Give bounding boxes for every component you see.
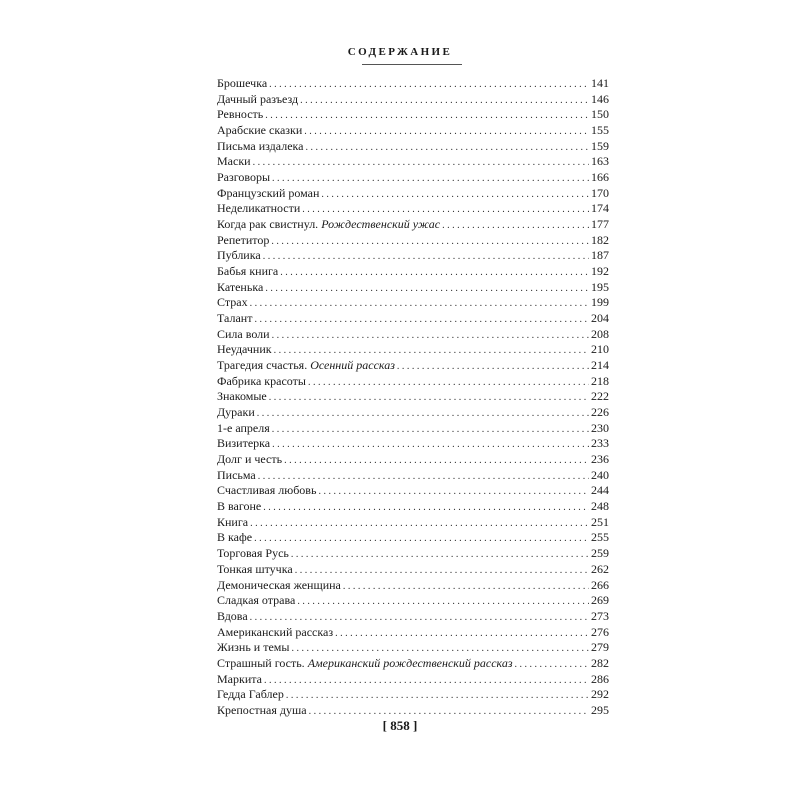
toc-entry <box>217 389 609 405</box>
toc-entry <box>217 154 609 170</box>
dot-leader <box>272 327 589 344</box>
toc-entry-title <box>217 562 293 578</box>
toc-entry-page: 204 <box>591 311 609 326</box>
toc-entry-title-text: Страшный гость. <box>217 655 305 670</box>
dot-leader <box>265 107 589 124</box>
toc-entry <box>217 107 609 123</box>
toc-entry-title-text: Письма <box>217 467 256 482</box>
toc-entry-title <box>217 672 262 688</box>
toc-entry-page: 214 <box>591 358 609 373</box>
dot-leader <box>264 672 589 689</box>
toc-entry-page: 141 <box>591 76 609 90</box>
toc-entry-title-text: Разговоры <box>217 170 271 185</box>
toc-entry-title <box>217 389 267 405</box>
toc-entry-title <box>217 421 270 437</box>
toc-entry <box>217 656 609 672</box>
dot-leader <box>321 186 589 203</box>
toc-entry-title <box>217 452 282 468</box>
toc-entry-page: 230 <box>591 420 609 435</box>
toc-entry-title-text: Маски <box>217 154 251 169</box>
toc-entry-page: 163 <box>591 154 609 169</box>
dot-leader <box>302 201 589 218</box>
toc-entry <box>217 201 609 217</box>
toc-entry <box>217 327 609 343</box>
toc-entry-title-text: Брошечка <box>217 76 268 90</box>
toc-entry-title <box>217 374 306 390</box>
toc-entry <box>217 578 609 594</box>
toc-entry-title-text: Дачный разъезд <box>217 91 299 106</box>
toc-entry <box>217 562 609 578</box>
toc-entry <box>217 530 609 546</box>
toc-entry-page: 187 <box>591 248 609 263</box>
dot-leader <box>271 233 589 250</box>
toc-entry <box>217 405 609 421</box>
toc-entry-title-text: В кафе <box>217 530 253 545</box>
toc-entry-page: 236 <box>591 452 609 467</box>
toc-entry <box>217 264 609 280</box>
page-heading: СОДЕРЖАНИЕ <box>347 46 453 58</box>
toc-entry-title <box>217 515 248 531</box>
dot-leader <box>272 436 589 453</box>
toc-entry-page: 248 <box>591 499 609 514</box>
toc-entry-title <box>217 640 289 656</box>
dot-leader <box>263 248 589 265</box>
toc-entry-title-text: Тонкая штучка <box>217 561 293 576</box>
toc-entry <box>217 342 609 358</box>
toc-entry <box>217 452 609 468</box>
toc-entry-page: 146 <box>591 91 609 106</box>
toc-entry <box>217 483 609 499</box>
toc-entry-page: 174 <box>591 201 609 216</box>
toc-entry-subtitle: Рождественский ужас <box>321 217 441 232</box>
toc-entry-title-text: Сладкая отрава <box>217 593 296 608</box>
toc-entry-page: 244 <box>591 483 609 498</box>
toc-entry-title <box>217 436 270 452</box>
toc-entry-subtitle: Осенний рассказ <box>310 358 395 373</box>
toc-entry-title <box>217 76 267 92</box>
toc-entry-title-text: Знакомые <box>217 389 267 404</box>
toc-entry-page: 226 <box>591 405 609 420</box>
toc-entry-page: 251 <box>591 514 609 529</box>
toc-entry-page: 192 <box>591 264 609 279</box>
toc-entry <box>217 76 609 92</box>
dot-leader <box>250 609 589 626</box>
heading-rule <box>362 64 462 65</box>
dot-leader <box>280 264 589 281</box>
toc-entry-title <box>217 405 255 421</box>
toc-entry <box>217 546 609 562</box>
dot-leader <box>263 499 589 516</box>
dot-leader <box>250 295 589 312</box>
dot-leader <box>254 530 589 547</box>
toc-entry-title-text: Арабские сказки <box>217 123 303 138</box>
toc-entry-page: 233 <box>591 436 609 451</box>
toc-entry-page: 292 <box>591 687 609 702</box>
page-number: [ 858 ] <box>382 718 418 733</box>
toc-entry-title <box>217 280 263 296</box>
toc-entry-title-text: Публика <box>217 248 261 263</box>
toc-entry-page: 286 <box>591 671 609 686</box>
toc-entry-title-text: Неделикатности <box>217 201 301 216</box>
toc-entry-title <box>217 609 248 625</box>
toc-entry <box>217 609 609 625</box>
toc-entry <box>217 295 609 311</box>
toc-entry-subtitle: Американский рождественский рассказ <box>307 655 513 670</box>
dot-leader <box>335 625 589 642</box>
toc-entry <box>217 499 609 515</box>
toc-entry-title-text: Жизнь и темы <box>217 640 290 655</box>
toc-entry-title <box>217 703 307 719</box>
dot-leader <box>304 123 589 140</box>
toc-entry-title-text: Ревность <box>217 107 264 122</box>
toc-entry-title <box>217 578 341 594</box>
toc-entry-title-text: Бабья книга <box>217 264 279 279</box>
toc-entry <box>217 625 609 641</box>
dot-leader <box>306 139 590 156</box>
toc-entry-title <box>217 358 395 374</box>
toc-entry-title-text: Трагедия счастья. <box>217 358 308 373</box>
toc-entry-page: 182 <box>591 232 609 247</box>
toc-entry-title-text: Катенька <box>217 279 264 294</box>
toc-entry-title <box>217 342 272 358</box>
toc-entry <box>217 311 609 327</box>
dot-leader <box>291 546 589 563</box>
toc-entry <box>217 374 609 390</box>
toc-entry-title-text: Репетитор <box>217 232 270 247</box>
toc-entry-title <box>217 530 252 546</box>
dot-leader <box>300 92 589 109</box>
toc-entry-page: 240 <box>591 467 609 482</box>
toc-entry-title <box>217 170 270 186</box>
toc-entry-page: 269 <box>591 593 609 608</box>
toc-entry-title-text: Когда рак свистнул. <box>217 217 319 232</box>
toc-entry-title <box>217 107 263 123</box>
toc-entry-title <box>217 656 513 672</box>
toc-entry-title <box>217 625 333 641</box>
toc-entry-title <box>217 123 302 139</box>
toc-entry-title-text: Страх <box>217 295 248 310</box>
toc-entry <box>217 358 609 374</box>
dot-leader <box>284 452 589 469</box>
toc-entry-title <box>217 139 304 155</box>
toc-entry-page: 170 <box>591 185 609 200</box>
toc-entry <box>217 186 609 202</box>
toc-entry <box>217 233 609 249</box>
toc-entry-page: 195 <box>591 279 609 294</box>
toc-entry-title <box>217 217 440 233</box>
toc-entry-page: 218 <box>591 373 609 388</box>
toc-entry <box>217 280 609 296</box>
toc-entry-title <box>217 186 319 202</box>
dot-leader <box>295 562 589 579</box>
toc-entry-title <box>217 264 278 280</box>
toc-entry <box>217 170 609 186</box>
toc-entry-title-text: Неудачник <box>217 342 272 357</box>
toc-entry <box>217 436 609 452</box>
toc-entry-title-text: Гедда Габлер <box>217 687 284 702</box>
toc-entry-page: 159 <box>591 138 609 153</box>
toc-entry-page: 266 <box>591 577 609 592</box>
toc-entry-title-text: Демоническая женщина <box>217 577 341 592</box>
toc-entry-page: 276 <box>591 624 609 639</box>
toc-entry-title-text: Крепостная душа <box>217 702 307 717</box>
table-of-contents <box>217 76 609 719</box>
dot-leader <box>253 154 589 171</box>
toc-entry-page: 282 <box>591 655 609 670</box>
toc-entry <box>217 123 609 139</box>
toc-entry <box>217 468 609 484</box>
toc-entry-page: 177 <box>591 217 609 232</box>
dot-leader <box>272 421 589 438</box>
toc-entry-page: 155 <box>591 123 609 138</box>
toc-entry-page: 210 <box>591 342 609 357</box>
toc-entry <box>217 703 609 719</box>
dot-leader <box>250 515 589 532</box>
toc-entry-title-text: Французский роман <box>217 185 320 200</box>
toc-entry-page: 166 <box>591 170 609 185</box>
toc-entry-title <box>217 546 289 562</box>
toc-entry-page: 259 <box>591 546 609 561</box>
toc-entry-title <box>217 233 269 249</box>
toc-entry-title <box>217 295 248 311</box>
toc-entry <box>217 640 609 656</box>
dot-leader <box>272 170 589 187</box>
toc-entry-title-text: 1-е апреля <box>217 420 270 435</box>
toc-entry-title-text: Торговая Русь <box>217 546 289 561</box>
dot-leader <box>442 217 589 234</box>
toc-entry <box>217 593 609 609</box>
toc-entry-page: 199 <box>591 295 609 310</box>
toc-entry-page: 150 <box>591 107 609 122</box>
dot-leader <box>274 342 589 359</box>
toc-entry <box>217 672 609 688</box>
toc-entry-title-text: Счастливая любовь <box>217 483 317 498</box>
dot-leader <box>269 76 589 93</box>
dot-leader <box>297 593 589 610</box>
toc-entry <box>217 687 609 703</box>
toc-entry-title-text: Сила воли <box>217 326 270 341</box>
toc-entry-title <box>217 468 256 484</box>
dot-leader <box>318 483 589 500</box>
toc-entry-title <box>217 311 252 327</box>
dot-leader <box>254 311 589 328</box>
toc-entry-title <box>217 154 251 170</box>
dot-leader <box>286 687 589 704</box>
toc-entry-page: 279 <box>591 640 609 655</box>
toc-entry-page: 273 <box>591 608 609 623</box>
dot-leader <box>291 640 589 657</box>
toc-entry-title-text: Книга <box>217 514 249 529</box>
toc-entry <box>217 248 609 264</box>
dot-leader <box>515 656 589 673</box>
toc-entry-page: 295 <box>591 702 609 717</box>
toc-entry <box>217 139 609 155</box>
toc-entry-title-text: Маркита <box>217 671 262 686</box>
toc-entry-title-text: Фабрика красоты <box>217 373 306 388</box>
dot-leader <box>257 405 589 422</box>
toc-entry-title <box>217 327 270 343</box>
toc-entry-title-text: Долг и честь <box>217 452 283 467</box>
toc-entry-title-text: Талант <box>217 311 253 326</box>
toc-entry-title-text: Дураки <box>217 405 255 420</box>
toc-entry-title-text: Американский рассказ <box>217 624 334 639</box>
toc-entry <box>217 421 609 437</box>
toc-entry-title <box>217 248 261 264</box>
toc-entry-page: 255 <box>591 530 609 545</box>
dot-leader <box>397 358 589 375</box>
toc-entry <box>217 92 609 108</box>
toc-entry-title <box>217 499 261 515</box>
dot-leader <box>265 280 589 297</box>
toc-entry-title <box>217 687 284 703</box>
toc-entry-title-text: Вдова <box>217 608 248 623</box>
toc-entry-page: 222 <box>591 389 609 404</box>
toc-entry-title <box>217 201 300 217</box>
toc-entry-title-text: В вагоне <box>217 499 262 514</box>
dot-leader <box>258 468 589 485</box>
toc-entry <box>217 217 609 233</box>
toc-entry-title <box>217 593 295 609</box>
toc-entry-title <box>217 92 298 108</box>
toc-entry <box>217 515 609 531</box>
toc-entry-page: 262 <box>591 561 609 576</box>
dot-leader <box>343 578 589 595</box>
toc-entry-title-text: Визитерка <box>217 436 271 451</box>
toc-entry-page: 208 <box>591 326 609 341</box>
toc-entry-title <box>217 483 316 499</box>
toc-entry-title-text: Письма издалека <box>217 138 304 153</box>
dot-leader <box>308 374 589 391</box>
dot-leader <box>269 389 589 406</box>
